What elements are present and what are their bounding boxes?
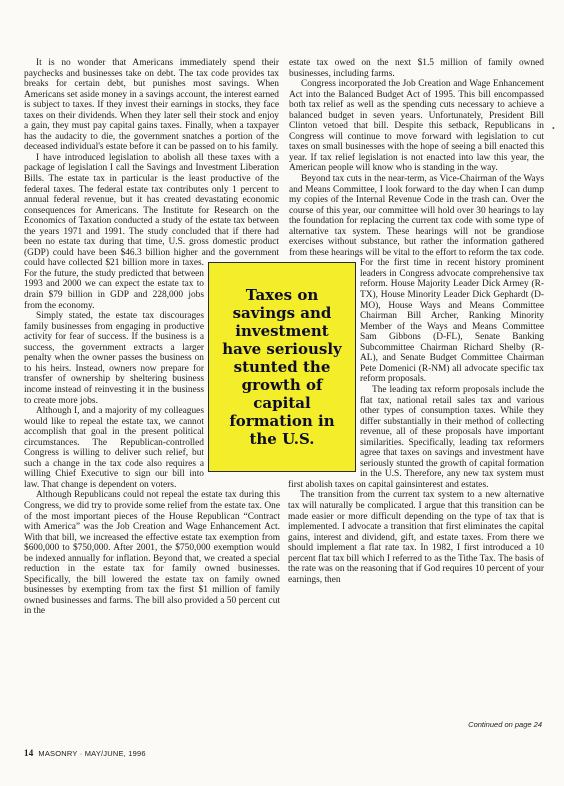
pull-quote (208, 262, 356, 472)
page-footer (24, 748, 146, 758)
paragraph: estate tax owed on the next $1.5 million of family owned businesses, including farms. (289, 58, 544, 79)
pull-quote-text: Taxes on savings and investment have seriously stunted the growth of capital formation in the U.S. (222, 286, 342, 448)
paragraph: I have introduced legislation to abolish all these taxes with a package of legislation I call the Savings and Investment Liberation Bills. The estate tax in particular is the least productive of the federal taxes. The federal estate tax contributes only 1 percent to annual federal revenue, but it has created devastating economic consequences for Americans. The Institute for Research on the Economics of Taxation conducted a study of the estate tax between the years 1971 and 1991. The study concluded that if there had been no estate tax during that time, U.S. gross domestic product (GDP) could have been $46.3 billion higher and the government could have collected $21 billion more in taxes. For the future, the study predicted that between 1993 and 2000 we can expect the estate tax to drain $79 billion in GDP and 228,000 jobs from the economy. (24, 152, 279, 311)
paragraph: Congress incorporated the Job Creation and Wage Enhancement Act into the Balanced Budget Act of 1995. This bill encompassed both tax relief as well as the spending cuts necessary to achieve a balanced budget in seven years. Unfortunately, President Bill Clinton vetoed that bill. Despite this setback, Republicans in Congress will continue to move forward with legislation to cut taxes on small businesses with the hope of seeing a bill enacted this year. If tax relief legislation is not enacted into law this year, the American people will know who is standing in the way. (289, 79, 544, 174)
continued-note: Continued on page 24 (468, 720, 542, 729)
page-number: 14 (24, 748, 34, 758)
paragraph: The leading tax reform proposals include the flat tax, national retail sales tax and various other types of consumption taxes. While they differ substantially in their method of collecting revenue, all of these proposals have important similarities. Specifically, leading tax reformers agree that taxes on savings and investment have seriously stunted the growth of capital formation in the U.S. Therefore, any new tax system must first abolish taxes on capital gainsinterest and estates. (288, 384, 544, 490)
publication-line: MASONRY · MAY/JUNE, 1996 (38, 749, 146, 758)
paragraph: It is no wonder that Americans immediately spend their paychecks and businesses take on debt. The tax code provides tax breaks for certain debt, but punishes most savings. When Americans set aside money in a savings account, the interest earned is subject to taxes. If they invest their earnings in stocks, they face taxes on their dividends. When they later sell their stock and enjoy a gain, they must pay capital gains taxes. Finally, when a taxpayer has the audacity to die, the government snatches a portion of the deceased individual's estate before it can be passed on to his family. (24, 58, 279, 153)
paragraph: The transition from the current tax system to a new alternative tax will naturally be complicated. I argue that this transition can be made easier or more difficult depending on the type of tax that is implemented. I advocate a transition that first eliminates the capital gains, interest and dividend, gift, and estate taxes. From there we should implement a flat rate tax. In 1982, I first introduced a 10 percent flat tax bill which I referred to as the Tithe Tax. The basis of the rate was on the reasoning that if God requires 10 percent of your earnings, then (288, 490, 544, 585)
paragraph: Simply stated, the estate tax discourages family businesses from engaging in productive activity for fear of success. If the business is a success, the government extracts a larger penalty when the owner passes the business on to his heirs. Instead, owners now prepare for transfer of ownership by sheltering business income instead of reinvesting it in the business to create more jobs. (24, 311, 204, 406)
margin-mark: • (552, 124, 555, 133)
paragraph: Beyond tax cuts in the near-term, as Vice-Chairman of the Ways and Means Committee, I look forward to the day when I can dump my copies of the Internal Revenue Code in the trash can. Over the course of this year, our committee will hold over 30 hearings to lay the foundation for replacing the current tax code with some type of alternative tax system. These hearings will not be grandiose exercises without substance, but rather the information gathered from these hearings will be vital to the effort to reform the tax code. For the first time in recent history prominent leaders in Congress advocate comprehensive tax reform. House Majority Leader Dick Armey (R-TX), House Minority Leader Dick Gephardt (D-MO), House Ways and Means Committee Chairman Bill Archer, Ranking Minority Member of the Ways and Means Committee Sam Gibbons (D-FL), Senate Banking Subcommittee Chairman Richard Shelby (R-AL), and Senate Budget Committee Chairman Pete Domenici (R-NM) all advocate specific tax reform proposals. (289, 174, 544, 385)
wrap-spacer (279, 58, 280, 260)
paragraph: Although Republicans could not repeal the estate tax during this Congress, we did try to provide some relief from the estate tax. One of the most important pieces of the House Republican “Contract with America” was the Job Creation and Wage Enhancement Act. With that bill, we increased the effective estate tax exemption from $600,000 to $750,000. After 2001, the $750,000 exemption would be indexed annually for inflation. Beyond that, we created a special reduction in the estate tax for family owned businesses. Specifically, the bill lowered the estate tax on family owned businesses by exempting from tax the first $1 million of family owned businesses and farms. The bill also provided a 50 percent cut in the (24, 490, 280, 617)
paragraph: Although I, and a majority of my colleagues would like to repeal the estate tax, we cannot accomplish that goal in the present political circumstances. The Republican-controlled Congress is willing to deliver such relief, but such a change in the tax code also requires a willing Chief Executive to sign our bill into law. That change is dependent on voters. (24, 406, 204, 490)
